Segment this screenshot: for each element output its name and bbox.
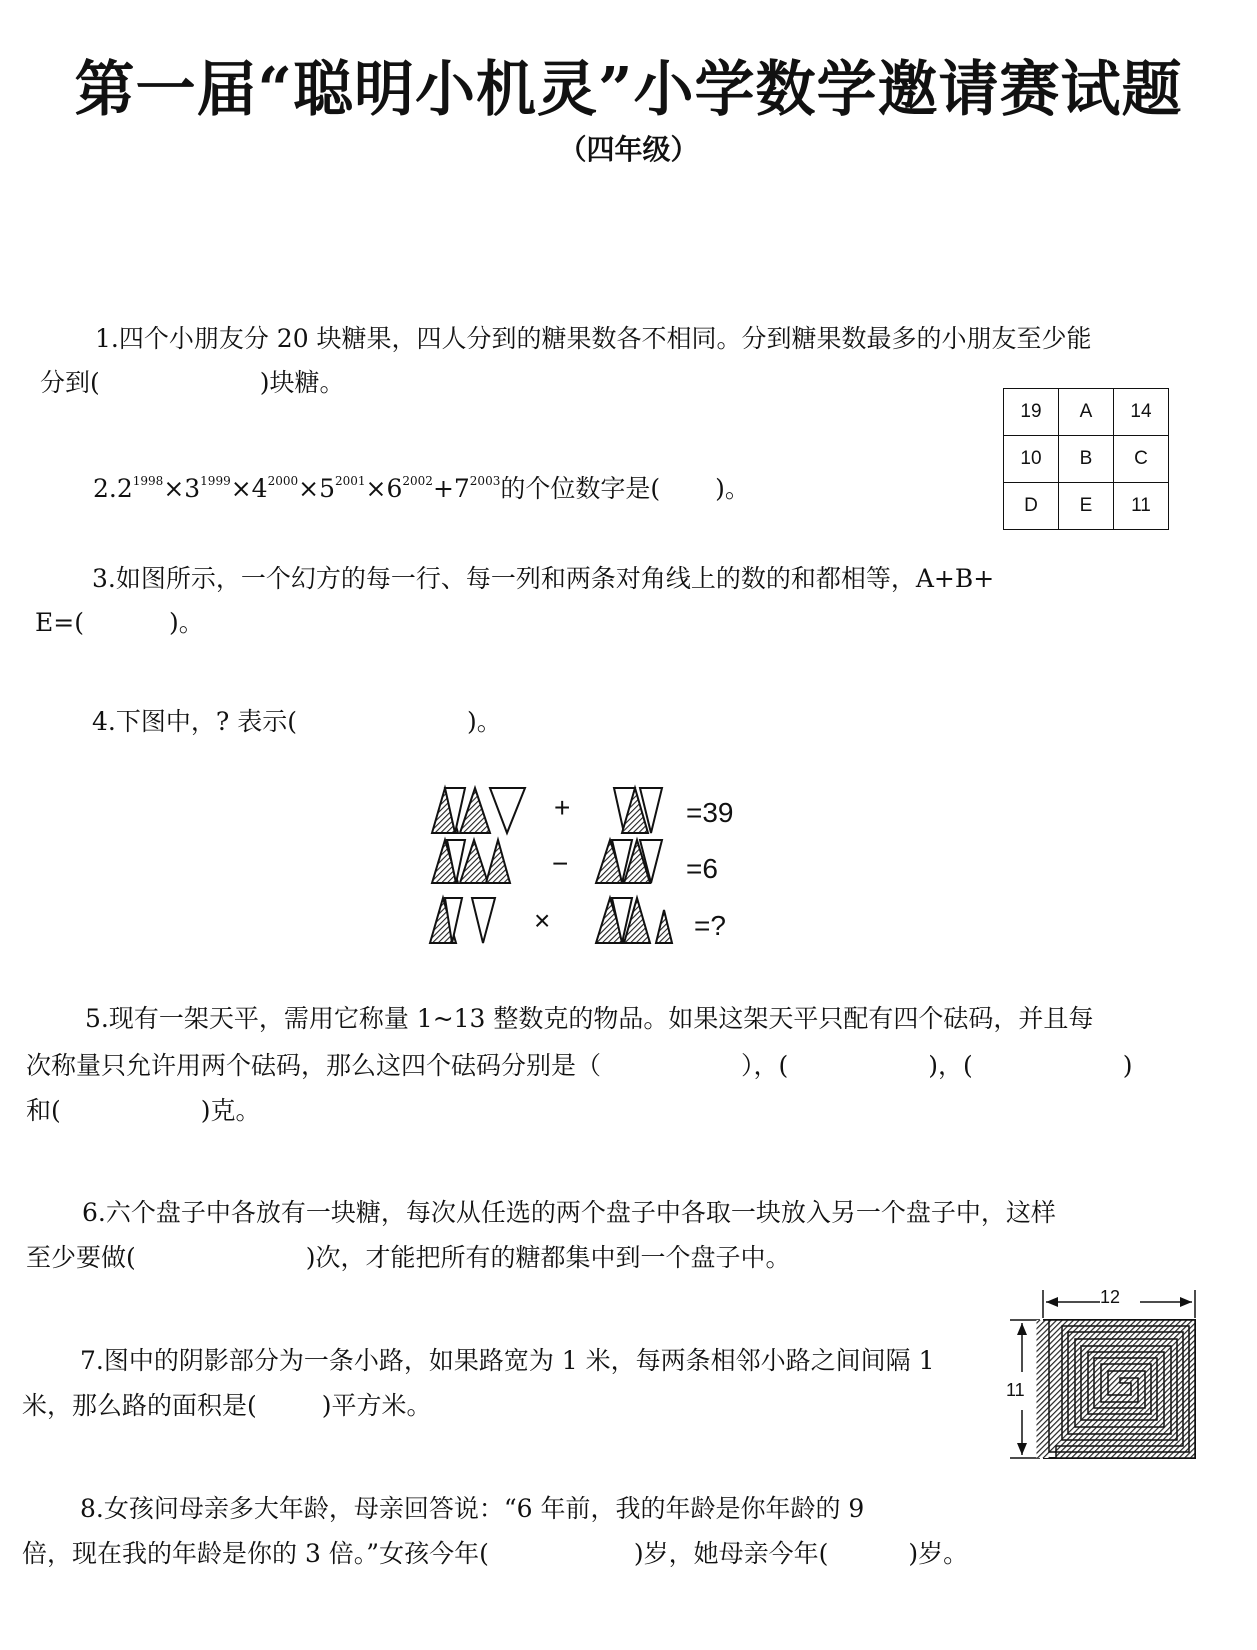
operator-minus: − [552,848,569,879]
q3-text-a: E=( [35,608,84,637]
question-7-line-1: 7.图中的阴影部分为一条小路，如果路宽为 1 米，每两条相邻小路之间间隔 1 [80,1346,935,1375]
magic-square-cell: A [1059,389,1114,436]
q6-text-b: )次，才能把所有的糖都集中到一个盘子中。 [305,1243,791,1272]
q2-base: 2 [116,474,133,503]
magic-square-cell: 19 [1004,389,1059,436]
arrow-up-icon [1017,1323,1027,1335]
question-7-line-2 [22,1385,432,1427]
q5-text-a: 次称量只允许用两个砝码，那么这四个砝码分别是（ [26,1051,602,1080]
q1-text-b: )块糖。 [259,368,345,397]
q2-operator: × [365,474,387,503]
q2-operator: × [230,474,252,503]
up-triangle-icon [624,840,650,883]
q4-text-a: 4.下图中，? 表示( [92,707,297,736]
q2-exponent: 2002 [402,474,433,488]
question-4 [92,701,502,743]
down-triangle-icon [490,788,525,833]
q2-base: 7 [453,474,470,503]
q8-text-b: )岁，她母亲今年( [633,1539,829,1568]
question-5-line-3 [26,1090,261,1132]
q5-text-e: 和( [26,1096,61,1125]
arrow-down-icon [1017,1443,1027,1455]
q7-text-b: )平方米。 [321,1391,432,1420]
result-39: =39 [686,797,734,828]
arrow-left-icon [1046,1297,1058,1307]
arrow-right-icon [1180,1297,1192,1307]
q5-text-d: ) [1122,1051,1133,1080]
q3-text-b: )。 [168,608,204,637]
q7-text-a: 米，那么路的面积是( [22,1391,257,1420]
up-triangle-icon [622,788,648,833]
up-triangle-icon [624,898,650,943]
q2-exponent: 2001 [334,474,366,488]
question-5-line-1: 5.现有一架天平，需用它称量 1~13 整数克的物品。如果这架天平只配有四个砝码，并且每 [85,1004,1094,1033]
q2-prefix: 2. [93,474,117,503]
up-triangle-icon [656,910,672,943]
q6-text-a: 至少要做( [26,1243,136,1272]
q2-operator: × [163,474,185,503]
q2-exponent: 1998 [132,474,164,488]
q5-text-b: ），( [741,1051,789,1080]
up-triangle-icon [596,840,624,883]
magic-square-cell: C [1114,436,1169,483]
down-triangle-icon [640,840,662,883]
down-triangle-icon [447,840,465,883]
question-6-line-1: 6.六个盘子中各放有一块糖，每次从任选的两个盘子中各取一块放入另一个盘子中，这样 [82,1198,1056,1227]
up-triangle-icon [432,788,458,833]
grade-subtitle: （四年级） [558,133,699,166]
q2-operator: × [298,474,320,503]
result-unknown: =? [694,910,726,941]
question-1-line-2 [40,362,345,404]
question-6-line-2 [26,1237,791,1279]
q2-exponent: 2000 [267,474,299,488]
magic-square-cell: 10 [1004,436,1059,483]
up-triangle-icon [596,898,624,943]
question-5-line-2 [26,1045,1133,1087]
q2-operator: + [432,474,454,503]
up-triangle-icon [430,898,456,943]
q2-suffix-b: )。 [715,474,750,503]
question-3-line-2 [35,602,204,644]
q4-text-b: )。 [466,707,502,736]
q2-exponent: 1999 [200,474,231,488]
q2-suffix-a: 的个位数字是( [500,474,661,503]
up-triangle-icon [460,788,490,833]
q8-text-a: 倍，现在我的年龄是你的 3 倍。”女孩今年( [22,1539,489,1568]
page-title: 第一届“聪明小机灵”小学数学邀请赛试题 [74,55,1183,125]
magic-square-cell: 14 [1114,389,1169,436]
down-triangle-icon [472,898,495,943]
q2-exponent: 2003 [469,474,501,488]
q2-base: 6 [386,474,403,503]
question-8-line-1: 8.女孩问母亲多大年龄，母亲回答说：“6 年前，我的年龄是你年龄的 9 [80,1494,865,1523]
magic-square [1003,388,1169,530]
magic-square-cell: E [1059,483,1114,530]
q2-base: 4 [251,474,268,503]
down-triangle-icon [612,898,632,943]
width-label: 12 [1100,1287,1121,1307]
down-triangle-icon [614,788,635,833]
up-triangle-icon [460,840,488,883]
q8-text-c: )岁。 [908,1539,969,1568]
operator-times: × [534,905,551,936]
magic-square-cell: D [1004,483,1059,530]
question-1-line-1: 1.四个小朋友分 20 块糖果，四人分到的糖果数各不相同。分到糖果数最多的小朋友至少能 [95,324,1092,353]
question-3-line-1: 3.如图所示，一个幻方的每一行、每一列和两条对角线上的数的和都相等，A+B+ [92,564,995,593]
operator-plus: + [554,792,571,823]
q5-text-f: )克。 [200,1096,261,1125]
q2-base: 3 [184,474,201,503]
question-2 [93,460,750,510]
height-label: 11 [1006,1380,1025,1400]
down-triangle-icon [640,788,662,833]
up-triangle-icon [486,840,510,883]
down-triangle-icon [612,840,632,883]
down-triangle-icon [445,898,462,943]
magic-square-cell: 11 [1114,483,1169,530]
magic-square-cell: B [1059,436,1114,483]
down-triangle-icon [445,788,465,833]
result-6: =6 [686,853,718,884]
q1-text-a: 分到( [40,368,100,397]
up-triangle-icon [432,840,458,883]
question-8-line-2 [22,1533,968,1575]
q2-base: 5 [319,474,335,503]
q5-text-c: )，( [928,1051,973,1080]
